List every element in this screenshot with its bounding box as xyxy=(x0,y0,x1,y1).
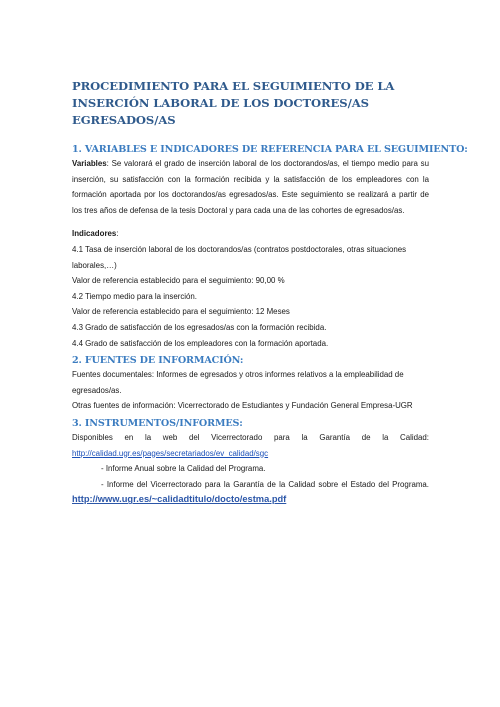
otras-fuentes: Otras fuentes de información: Vicerrectorado de Estudiantes y Fundación General Empresa-UGR xyxy=(72,401,413,411)
fuentes-documentales: Fuentes documentales: Informes de egresados y otros informes relativos a la empleabilidad de egresados/as. xyxy=(72,370,404,395)
document-body xyxy=(72,78,468,508)
instrumentos-intro: Disponibles en la web del Vicerrectorado para la Garantía de la Calidad: http://calidad.ugr.es/pages/secretariados/ev_calidad/sgc xyxy=(72,432,429,458)
informe-anual-item: - Informe Anual sobre la Calidad del Programa. xyxy=(101,464,266,474)
indicadores-heading: Indicadores: xyxy=(72,229,119,239)
indicator-item: 4.1 Tasa de inserción laboral de los doctorandos/as (contratos postdoctorales, otras situaciones laborales,…) xyxy=(72,244,407,270)
section-1-heading: 1. VARIABLES E INDICADORES DE REFERENCIA PARA EL SEGUIMIENTO: xyxy=(72,144,468,155)
variables-paragraph xyxy=(72,156,429,218)
variables-text: : Se valorará el grado de inserción laboral de los doctorandos/as, el tiempo medio para su inserción, su satisfacción con la formación recibida y la satisfacción de los empleadores con la formación aportada por los doctorandos/as egresados/as. Este seguimiento se realizará a partir de los tres años de defensa de la tesis Doctoral y para cada una de las cohortes de egresados/as. xyxy=(72,159,429,215)
indicator-item: 4.3 Grado de satisfacción de los egresados/as con la formación recibida. xyxy=(72,322,327,332)
informe-estado-item: - Informe del Vicerrectorado para la Garantía de la Calidad sobre el Estado del Programa. http://www.ugr.es/~calidadtitulo/docto/estma.pdf xyxy=(72,479,429,505)
indicator-item: 4.2 Tiempo medio para la inserción. xyxy=(72,291,198,301)
indicator-item: 4.4 Grado de satisfacción de los empleadores con la formación aportada. xyxy=(72,338,329,348)
document-title: PROCEDIMIENTO PARA EL SEGUIMIENTO DE LA INSERCIÓN LABORAL DE LOS DOCTORES/AS EGRESADOS/AS xyxy=(72,79,395,127)
estma-pdf-link[interactable]: http://www.ugr.es/~calidadtitulo/docto/estma.pdf xyxy=(72,494,287,505)
variables-label: Variables xyxy=(72,159,107,168)
section-2-heading: 2. FUENTES DE INFORMACIÓN: xyxy=(72,355,244,367)
section-3-heading: 3. INSTRUMENTOS/INFORMES: xyxy=(72,417,243,429)
indicator-item: Valor de referencia establecido para el seguimiento: 90,00 % xyxy=(72,276,285,286)
indicator-item: Valor de referencia establecido para el seguimiento: 12 Meses xyxy=(72,307,290,317)
calidad-sgc-link[interactable]: http://calidad.ugr.es/pages/secretariados/ev_calidad/sgc xyxy=(72,448,269,458)
indicadores-label: Indicadores xyxy=(72,229,117,239)
